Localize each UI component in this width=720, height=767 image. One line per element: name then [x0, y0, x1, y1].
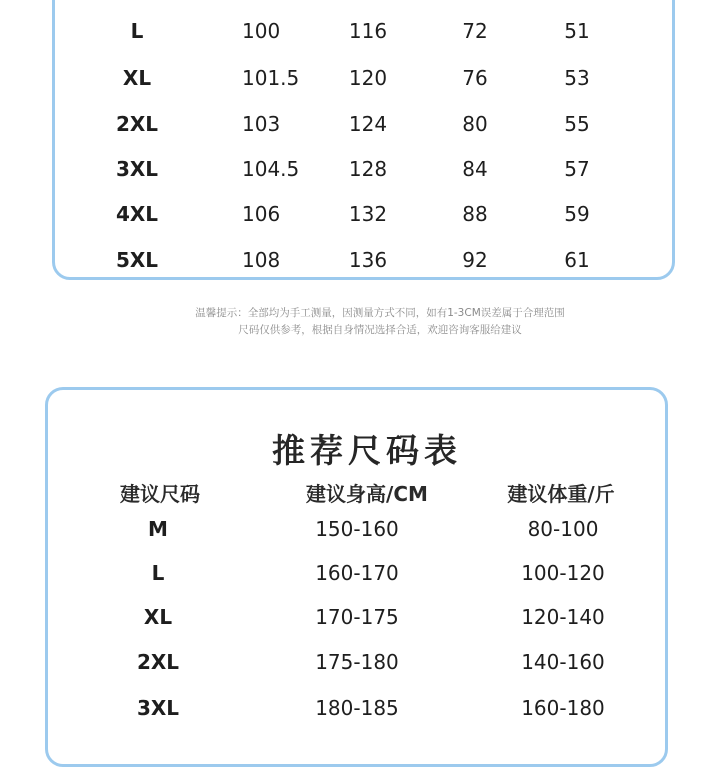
size-table-cell: 116 [348, 19, 388, 43]
recommend-title: 推荐尺码表 [272, 431, 462, 470]
size-table-cell: 51 [564, 19, 590, 43]
header-weight: 建议体重/斤 [507, 482, 615, 506]
size-table-cell: 128 [348, 157, 388, 181]
size-table-cell: 124 [348, 112, 388, 136]
header-size: 建议尺码 [120, 482, 200, 506]
size-table-cell: 59 [564, 202, 590, 226]
size-table-cell: 132 [348, 202, 388, 226]
size-table-cell: 104.5 [242, 157, 300, 181]
size-table-cell: 136 [348, 248, 388, 272]
recommend-table-cell: 140-160 [521, 650, 605, 674]
size-table-cell: 55 [564, 112, 590, 136]
recommend-table-cell: 170-175 [315, 605, 399, 629]
size-table-cell: 120 [348, 66, 388, 90]
size-table-cell: 3XL [115, 157, 159, 181]
size-table-cell: 101.5 [242, 66, 300, 90]
size-table-cell: 106 [242, 202, 281, 226]
size-table-cell: 100 [242, 19, 281, 43]
recommend-table-cell: XL [143, 605, 173, 629]
size-table-cell: XL [122, 66, 152, 90]
recommend-table-cell: 175-180 [315, 650, 399, 674]
recommend-table-cell: 160-170 [315, 561, 399, 585]
size-table-cell: 80 [462, 112, 488, 136]
tip-note-line-2: 尺码仅供参考，根据自身情况选择合适，欢迎咨询客服给建议 [238, 324, 522, 336]
size-table-cell: 103 [242, 112, 281, 136]
size-table-cell: 53 [564, 66, 590, 90]
recommend-table-cell: 2XL [136, 650, 180, 674]
recommend-table-cell: 180-185 [315, 696, 399, 720]
header-height: 建议身高/CM [306, 482, 428, 506]
recommend-table-cell: 100-120 [521, 561, 605, 585]
recommend-table-cell: 150-160 [315, 517, 399, 541]
recommend-table-cell: 160-180 [521, 696, 605, 720]
size-table-cell: 72 [462, 19, 488, 43]
size-table-cell: 2XL [115, 112, 159, 136]
size-table-cell: 4XL [115, 202, 159, 226]
recommend-table-cell: 80-100 [527, 517, 599, 541]
tip-note-line-1: 温馨提示：全部均为手工测量，因测量方式不同，如有1-3CM误差属于合理范围 [195, 307, 565, 319]
recommend-table-cell: M [148, 517, 168, 541]
size-table-cell: 88 [462, 202, 488, 226]
size-table-cell: 61 [564, 248, 590, 272]
recommend-table-cell: 120-140 [521, 605, 605, 629]
size-table-cell: 5XL [115, 248, 159, 272]
recommend-table-cell: 3XL [136, 696, 180, 720]
size-table-cell: L [130, 19, 144, 43]
size-table-cell: 84 [462, 157, 488, 181]
size-table-cell: 76 [462, 66, 488, 90]
size-table-cell: 57 [564, 157, 590, 181]
recommend-table-cell: L [151, 561, 165, 585]
size-table-cell: 92 [462, 248, 488, 272]
size-table-cell: 108 [242, 248, 281, 272]
